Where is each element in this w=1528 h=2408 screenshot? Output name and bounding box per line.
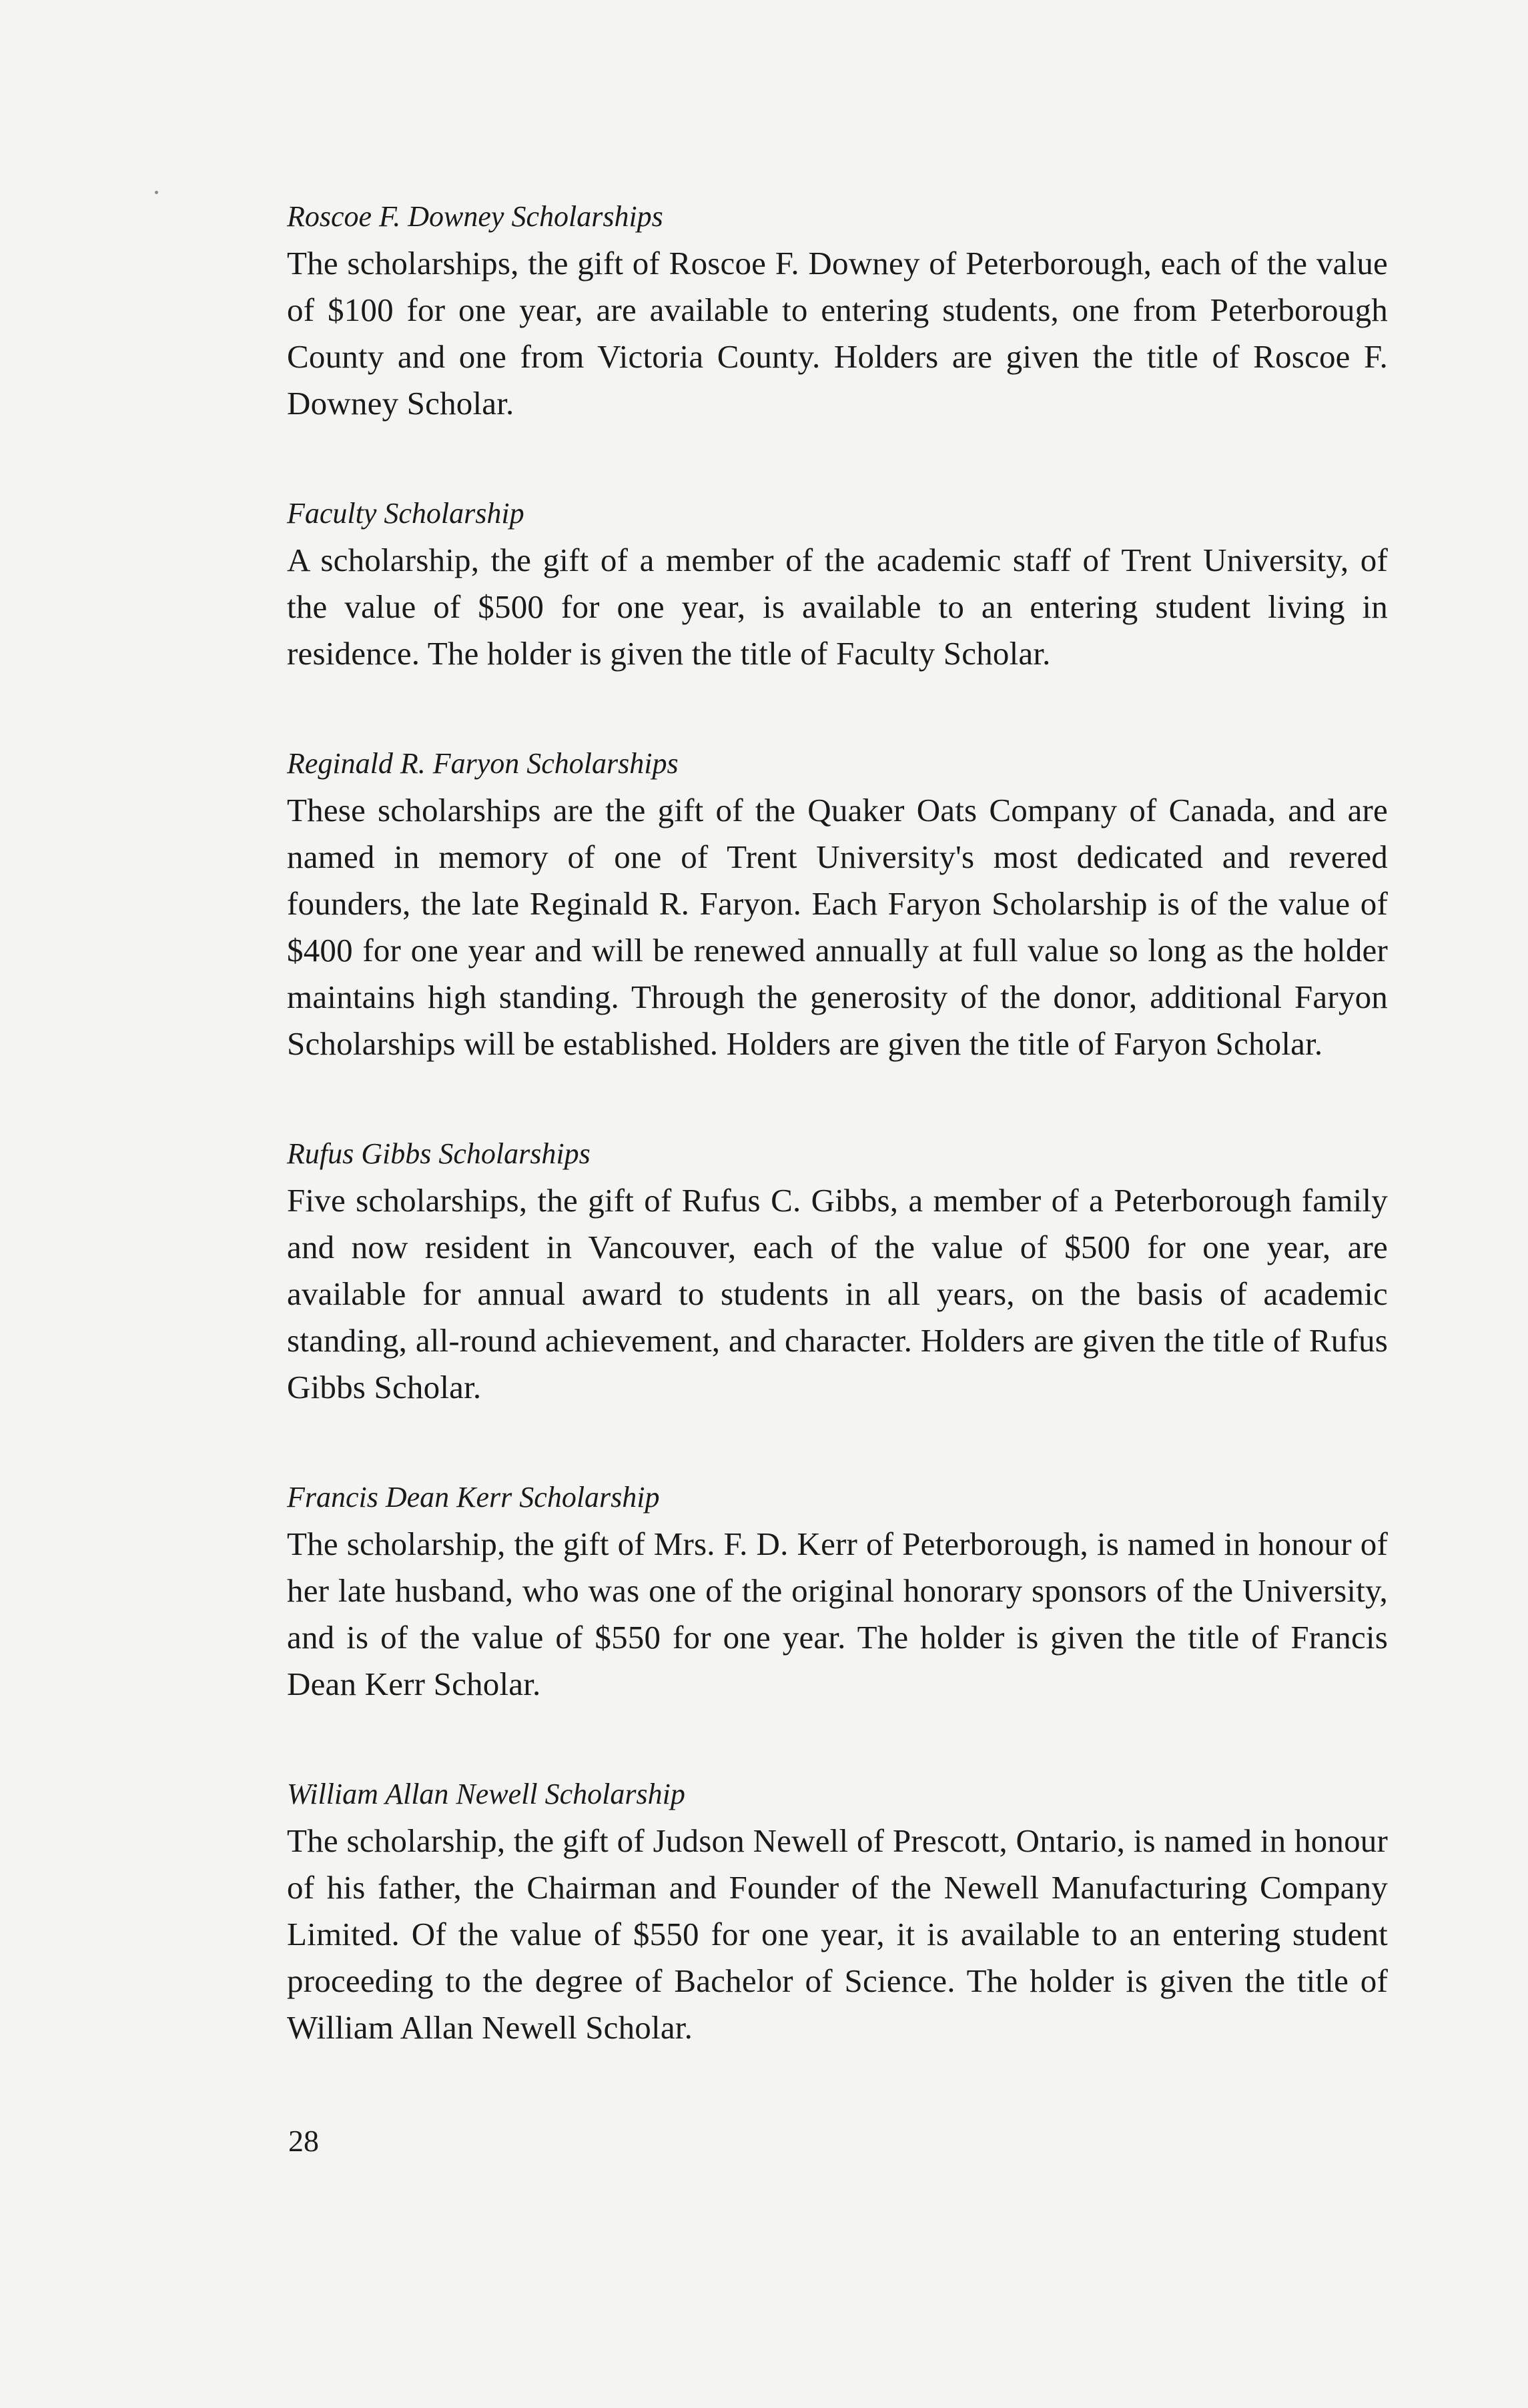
section-heading: Faculty Scholarship (287, 497, 524, 530)
section-body: Five scholarships, the gift of Rufus C. Gibbs, a member of a Peterborough family and now resident in Vancouver, each of the value of $500 for one year, are available for annual award to students in all years, on the basis of academic standing, all-round achievement, and character. Holders are given the title of Rufus Gibbs Scholar. (287, 1182, 1388, 1405)
page-content (287, 193, 1388, 2115)
section-body: The scholarship, the gift of Judson Newell of Prescott, Ontario, is named in honour of his father, the Chairman and Founder of the Newell Manufacturing Company Limited. Of the value of $550 for one year, it is available to an entering student proceeding to the degree of Bachelor of Science. The holder is given the title of William Allan Newell Scholar. (287, 1822, 1388, 2046)
scholarship-section (287, 1474, 1388, 1708)
scholarship-section (287, 740, 1388, 1067)
section-heading: Rufus Gibbs Scholarships (287, 1137, 591, 1170)
section-body: The scholarship, the gift of Mrs. F. D. Kerr of Peterborough, is named in honour of her late husband, who was one of the original honorary sponsors of the University, and is of the value of $550 for one year. The holder is given the title of Francis Dean Kerr Scholar. (287, 1526, 1388, 1702)
section-heading: Francis Dean Kerr Scholarship (287, 1481, 660, 1514)
scholarship-section (287, 1131, 1388, 1411)
scholarship-section (287, 193, 1388, 427)
page-number: 28 (288, 2124, 319, 2158)
paper-speck (155, 191, 158, 194)
section-body: A scholarship, the gift of a member of the academic staff of Trent University, of the value of $500 for one year, is available to an entering student living in residence. The holder is given the title of Faculty Scholar. (287, 542, 1388, 672)
section-body: The scholarships, the gift of Roscoe F. Downey of Peterborough, each of the value of $100 for one year, are available to entering students, one from Peterborough County and one from Victoria County. Holders are given the title of Roscoe F. Downey Scholar. (287, 245, 1388, 422)
section-heading: William Allan Newell Scholarship (287, 1778, 685, 1810)
section-heading: Reginald R. Faryon Scholarships (287, 747, 679, 780)
section-body: These scholarships are the gift of the Quaker Oats Company of Canada, and are named in memory of one of Trent University's most dedicated and revered founders, the late Reginald R. Faryon. Each Faryon Scholarship is of the value of $400 for one year and will be renewed annually at full value so long as the holder maintains high standing. Through the generosity of the donor, additional Faryon Scholarships will be established. Holders are given the title of Faryon Scholar. (287, 792, 1388, 1062)
scholarship-section (287, 490, 1388, 677)
section-heading: Roscoe F. Downey Scholarships (287, 200, 663, 233)
scholarship-section (287, 1771, 1388, 2051)
